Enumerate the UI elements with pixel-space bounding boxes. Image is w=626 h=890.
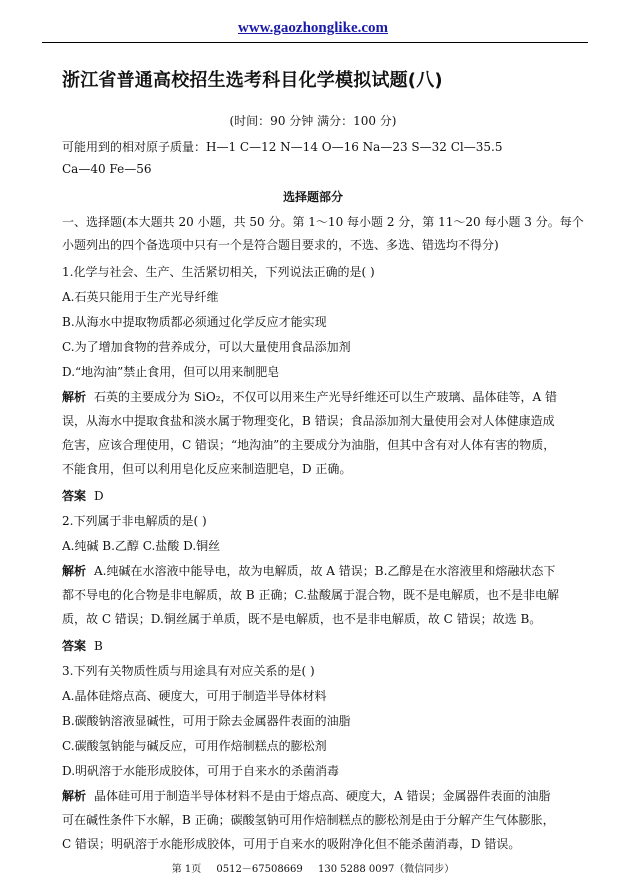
q2-analysis-line-2: 都不导电的化合物是非电解质，故 B 正确；C.盐酸属于混合物，既不是电解质，也不是非电解 (62, 588, 560, 602)
q1-stem: 1.化学与社会、生产、生活紧切相关，下列说法正确的是( ) (62, 265, 375, 279)
q2-analysis-label: 解析 (62, 564, 87, 578)
q1-analysis-line-1 (62, 388, 592, 405)
q1-option-c: C.为了增加食物的营养成分，可以大量使用食品添加剂 (62, 340, 351, 354)
q1-option-b: B.从海水中提取物质都必须通过化学反应才能实现 (62, 315, 327, 329)
atomic-masses-line-2: Ca—40 Fe—56 (62, 162, 152, 176)
header-url-link[interactable]: www.gaozhonglike.com (238, 20, 388, 36)
q1-answer-value: D (94, 489, 104, 503)
q2-analysis-line-3: 质，故 C 错误；D.铜丝属于单质，既不是电解质，也不是非电解质，故 C 错误；故选 B。 (62, 612, 542, 626)
atomic-masses-line-1: 可能用到的相对原子质量：H—1 C—12 N—14 O—16 Na—23 S—32 Cl—35.5 (62, 140, 503, 154)
footer-page-number: 第 1页 (171, 864, 202, 875)
q2-analysis-line-1 (62, 562, 592, 579)
q2-answer-label: 答案 (62, 639, 87, 653)
q1-option-d: D.“地沟油”禁止食用，但可以用来制肥皂 (62, 365, 280, 379)
q1-answer-label: 答案 (62, 489, 87, 503)
q1-analysis-text: 石英的主要成分为 SiO₂，不仅可以用来生产光导纤维还可以生产玻璃、晶体硅等，A 错 (94, 390, 558, 404)
q2-stem: 2.下列属于非电解质的是( ) (62, 514, 207, 528)
q3-analysis-line-2: 可在碱性条件下水解，B 正确；碳酸氢钠可用作焙制糕点的膨松剂是由于分解产生气体膨胀， (62, 813, 555, 827)
q1-answer (62, 487, 592, 504)
q3-analysis-line-3: C 错误；明矾溶于水能形成胶体，可用于自来水的吸附净化但不能杀菌消毒，D 错误。 (62, 837, 521, 851)
section-heading-cont: 小题列出的四个备选项中只有一个是符合题目要求的，不选、多选、错选均不得分) (62, 238, 499, 252)
q3-analysis-label: 解析 (62, 789, 87, 803)
footer-phone: 0512－67508669 (216, 864, 303, 875)
q2-analysis-text: A.纯碱在水溶液中能导电，故为电解质，故 A 错误；B.乙醇是在水溶液里和熔融状态下 (94, 564, 556, 578)
header-rule (42, 42, 588, 43)
q3-option-a: A.晶体硅熔点高、硬度大，可用于制造半导体材料 (62, 689, 327, 703)
section-heading: 一、选择题(本大题共 20 小题，共 50 分。第 1～10 每小题 2 分，第 11～20 每小题 3 分。每个 (62, 215, 584, 229)
q3-option-b: B.碳酸钠溶液显碱性，可用于除去金属器件表面的油脂 (62, 714, 351, 728)
q1-option-a: A.石英只能用于生产光导纤维 (62, 290, 219, 304)
q3-analysis-text: 晶体硅可用于制造半导体材料不是由于熔点高、硬度大，A 错误；金属器件表面的油脂 (94, 789, 551, 803)
q3-option-d: D.明矾溶于水能形成胶体，可用于自来水的杀菌消毒 (62, 764, 340, 778)
q1-analysis-line-4: 不能食用，但可以利用皂化反应来制造肥皂，D 正确。 (62, 462, 352, 476)
q1-analysis-line-3: 危害，应该合理使用，C 错误；“地沟油”的主要成分为油脂，但其中含有对人体有害的物质， (62, 438, 556, 452)
page-footer (0, 860, 626, 875)
q1-analysis-label: 解析 (62, 390, 87, 404)
q2-options: A.纯碱 B.乙醇 C.盐酸 D.铜丝 (62, 539, 221, 553)
q3-option-c: C.碳酸氢钠能与碱反应，可用作焙制糕点的膨松剂 (62, 739, 327, 753)
q2-answer (62, 637, 592, 654)
q3-analysis-line-1 (62, 787, 592, 804)
page-title: 浙江省普通高校招生选考科目化学模拟试题(八) (62, 70, 443, 91)
q1-analysis-line-2: 误，从海水中提取食盐和淡水属于物理变化，B 错误；食品添加剂大量使用会对人体健康造成 (62, 414, 555, 428)
q3-stem: 3.下列有关物质性质与用途具有对应关系的是( ) (62, 664, 315, 678)
section-title: 选择题部分 (282, 190, 343, 204)
exam-info: (时间：90 分钟 满分：100 分) (229, 114, 397, 128)
footer-mobile: 130 5288 0097（微信同步） (317, 864, 455, 875)
q2-answer-value: B (94, 639, 103, 653)
